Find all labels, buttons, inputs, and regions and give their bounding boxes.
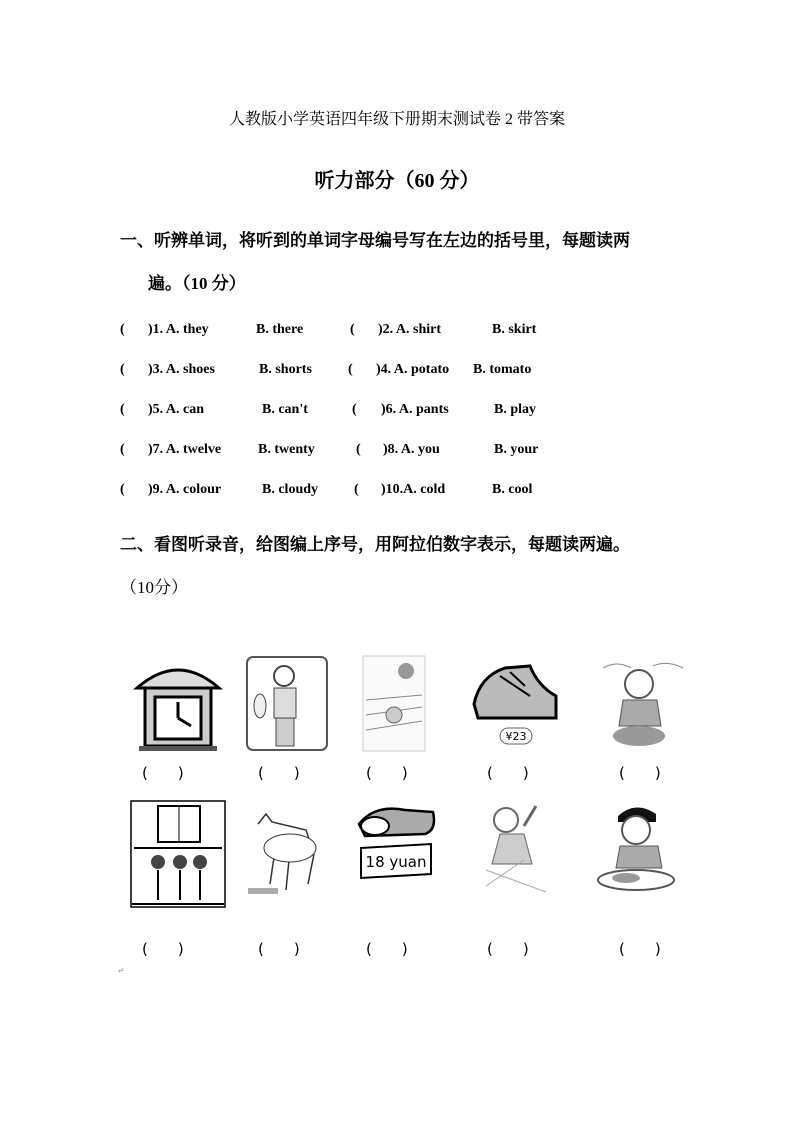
document-title: 人教版小学英语四年级下册期末测试卷 2 带答案 (228, 111, 565, 128)
boy-eating-icon (596, 800, 688, 894)
picture-answer-blank-8[interactable]: ( ) (366, 940, 408, 958)
option-b-q7: B. twenty (258, 442, 315, 457)
picture-answer-blank-6[interactable]: ( ) (142, 940, 184, 958)
boy-holding-shoe-icon (246, 656, 328, 751)
picture-answer-blank-7[interactable]: ( ) (258, 940, 300, 958)
classroom-icon (130, 800, 226, 908)
option-a-q8: )8. A. you (383, 442, 440, 457)
answer-bracket-q8[interactable]: ( (356, 442, 361, 457)
option-b-q2: B. skirt (492, 322, 537, 337)
picture-answer-blank-9[interactable]: ( ) (487, 940, 529, 958)
option-b-q1: B. there (256, 322, 304, 337)
picture-answer-blank-2[interactable]: ( ) (258, 764, 300, 782)
answer-bracket-q10[interactable]: ( (354, 482, 359, 497)
option-a-q1: )1. A. they (148, 322, 209, 337)
sandals-icon (355, 800, 439, 882)
option-b-q5: B. can't (262, 402, 308, 417)
answer-bracket-q9[interactable]: ( (120, 482, 125, 497)
girl-waving-icon (484, 800, 550, 896)
picture-answer-blank-4[interactable]: ( ) (487, 764, 529, 782)
option-b-q6: B. play (494, 402, 537, 417)
picture-answer-blank-1[interactable]: ( ) (142, 764, 184, 782)
section1-instruction-cont: 遍。（10 分） (148, 274, 246, 293)
option-a-q2: )2. A. shirt (378, 322, 441, 337)
option-b-q8: B. your (494, 442, 539, 457)
option-b-q10: B. cool (492, 482, 533, 497)
paragraph-mark: ↵ (117, 966, 124, 975)
option-a-q7: )7. A. twelve (148, 442, 222, 457)
option-b-q3: B. shorts (259, 362, 312, 377)
sandals-price: 18 yuan (365, 853, 427, 871)
answer-bracket-q5[interactable]: ( (120, 402, 125, 417)
listening-heading: 听力部分（60 分） (314, 170, 480, 192)
picture-answer-blank-5[interactable]: ( ) (619, 764, 661, 782)
option-a-q10: )10.A. cold (381, 482, 446, 497)
answer-bracket-q6[interactable]: ( (352, 402, 357, 417)
option-a-q5: )5. A. can (148, 402, 204, 417)
option-b-q4: B. tomato (473, 362, 532, 377)
clock-icon (133, 660, 223, 752)
option-a-q4: )4. A. potato (376, 362, 450, 377)
sneaker-icon (470, 656, 560, 751)
option-a-q6: )6. A. pants (381, 402, 449, 417)
section2-instruction-cont: （10分） (120, 578, 188, 597)
section2-instruction: 二、看图听录音，给图编上序号，用阿拉伯数字表示，每题读两遍。 (120, 535, 630, 554)
sunny-field-icon (362, 655, 426, 752)
option-a-q9: )9. A. colour (148, 482, 222, 497)
picture-answer-blank-10[interactable]: ( ) (619, 940, 661, 958)
section1-instruction: 一、听辨单词，将听到的单词字母编号写在左边的括号里，每题读两 (120, 231, 630, 250)
goat-icon (246, 804, 322, 896)
answer-bracket-q7[interactable]: ( (120, 442, 125, 457)
option-a-q3: )3. A. shoes (148, 362, 215, 377)
hot-boy-icon (597, 656, 687, 751)
answer-bracket-q3[interactable]: ( (120, 362, 125, 377)
answer-bracket-q4[interactable]: ( (348, 362, 353, 377)
picture-answer-blank-3[interactable]: ( ) (366, 764, 408, 782)
answer-bracket-q2[interactable]: ( (350, 322, 355, 337)
answer-bracket-q1[interactable]: ( (120, 322, 125, 337)
sneaker-price: ¥23 (505, 730, 527, 743)
option-b-q9: B. cloudy (262, 482, 319, 497)
